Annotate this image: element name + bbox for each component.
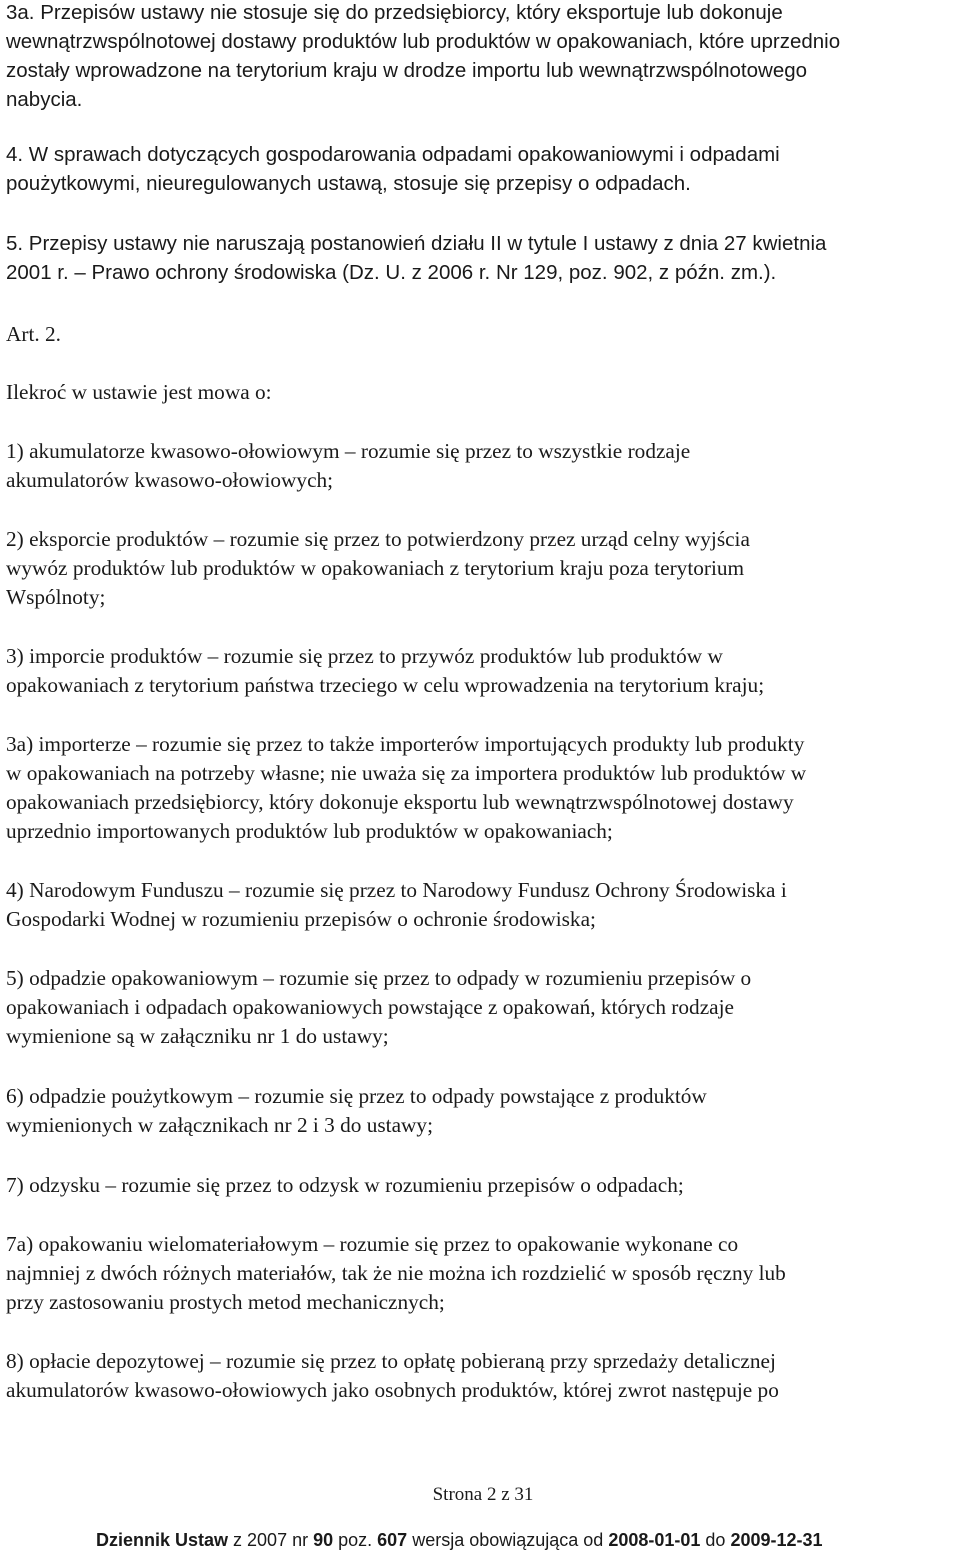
paragraph-3a: 3a. Przepisów ustawy nie stosuje się do przedsiębiorcy, który eksportuje lub dokonuje wewnątrzwspólnotowej dostawy produktów lub produktów w opakowaniach, które uprzednio zostały wprowadzone na terytorium kraju w drodze importu lub wewnątrzwspólnotowego nabycia. — [6, 1, 841, 111]
definition-6: 6) odpadzie poużytkowym – rozumie się przez to odpady powstające z produktów wymienionych w załącznikach nr 2 i 3 do ustawy; — [6, 1084, 707, 1137]
footer-journal: Dziennik Ustaw — [96, 1530, 229, 1550]
definition-1: 1) akumulatorze kwasowo-ołowiowym – rozumie się przez to wszystkie rodzaje akumulatorów kwasowo-ołowiowych; — [6, 439, 691, 492]
article-heading: Art. 2. — [6, 322, 62, 346]
footer-poz: 607 — [377, 1530, 408, 1550]
definition-7a: 7a) opakowaniu wielomateriałowym – rozumie się przez to opakowanie wykonane co najmniej z dwóch różnych materiałów, tak że nie można ich rozdzielić w sposób ręczny lub przy zastosowaniu prostych metod mechanicznych; — [6, 1232, 786, 1314]
definition-2: 2) eksporcie produktów – rozumie się przez to potwierdzony przez urząd celny wyjścia wywóz produktów lub produktów w opakowaniach z terytorium kraju poza terytorium Wspólnoty; — [6, 527, 750, 609]
definition-3: 3) imporcie produktów – rozumie się przez to przywóz produktów lub produktów w opakowaniach z terytorium państwa trzeciego w celu wprowadzenia na terytorium kraju; — [6, 644, 765, 697]
document-footer — [96, 1528, 956, 1552]
footer-nr: 90 — [313, 1530, 334, 1550]
footer-text-poz: poz. — [333, 1530, 378, 1550]
footer-text-version: wersja obowiązująca od — [407, 1530, 609, 1550]
footer-date-from: 2008-01-01 — [608, 1530, 701, 1550]
footer-date-to: 2009-12-31 — [730, 1530, 823, 1550]
paragraph-5: 5. Przepisy ustawy nie naruszają postanowień działu II w tytule I ustawy z dnia 27 kwietnia 2001 r. – Prawo ochrony środowiska (Dz. U. z 2006 r. Nr 129, poz. 902, z późn. zm.). — [6, 232, 827, 284]
definition-7: 7) odzysku – rozumie się przez to odzysk w rozumieniu przepisów o odpadach; — [6, 1173, 684, 1197]
footer-text-to: do — [700, 1530, 731, 1550]
footer-text-year: z 2007 nr — [228, 1530, 314, 1550]
page-number: Strona 2 z 31 — [432, 1484, 534, 1505]
definition-4: 4) Narodowym Funduszu – rozumie się przez to Narodowy Fundusz Ochrony Środowiska i Gospodarki Wodnej w rozumieniu przepisów o ochronie środowiska; — [6, 878, 787, 931]
definition-3a: 3a) importerze – rozumie się przez to także importerów importujących produkty lub produkty w opakowaniach na potrzeby własne; nie uważa się za importera produktów lub produktów w opakowaniach przedsiębiorcy, który dokonuje eksportu lub wewnątrzwspólnotowej dostawy uprzednio importowanych produktów lub produktów w opakowaniach; — [6, 732, 807, 843]
definition-8: 8) opłacie depozytowej – rozumie się przez to opłatę pobieraną przy sprzedaży detalicznej akumulatorów kwasowo-ołowiowych jako osobnych produktów, której zwrot następuje po — [6, 1349, 779, 1402]
definition-5: 5) odpadzie opakowaniowym – rozumie się przez to odpady w rozumieniu przepisów o opakowaniach i odpadach opakowaniowych powstające z opakowań, których rodzaje wymienione są w załączniku nr 1 do ustawy; — [6, 966, 752, 1048]
paragraph-4: 4. W sprawach dotyczących gospodarowania odpadami opakowaniowymi i odpadami poużytkowymi, nieuregulowanych ustawą, stosuje się przepisy o odpadach. — [6, 143, 780, 195]
definitions-intro: Ilekroć w ustawie jest mowa o: — [6, 380, 272, 404]
